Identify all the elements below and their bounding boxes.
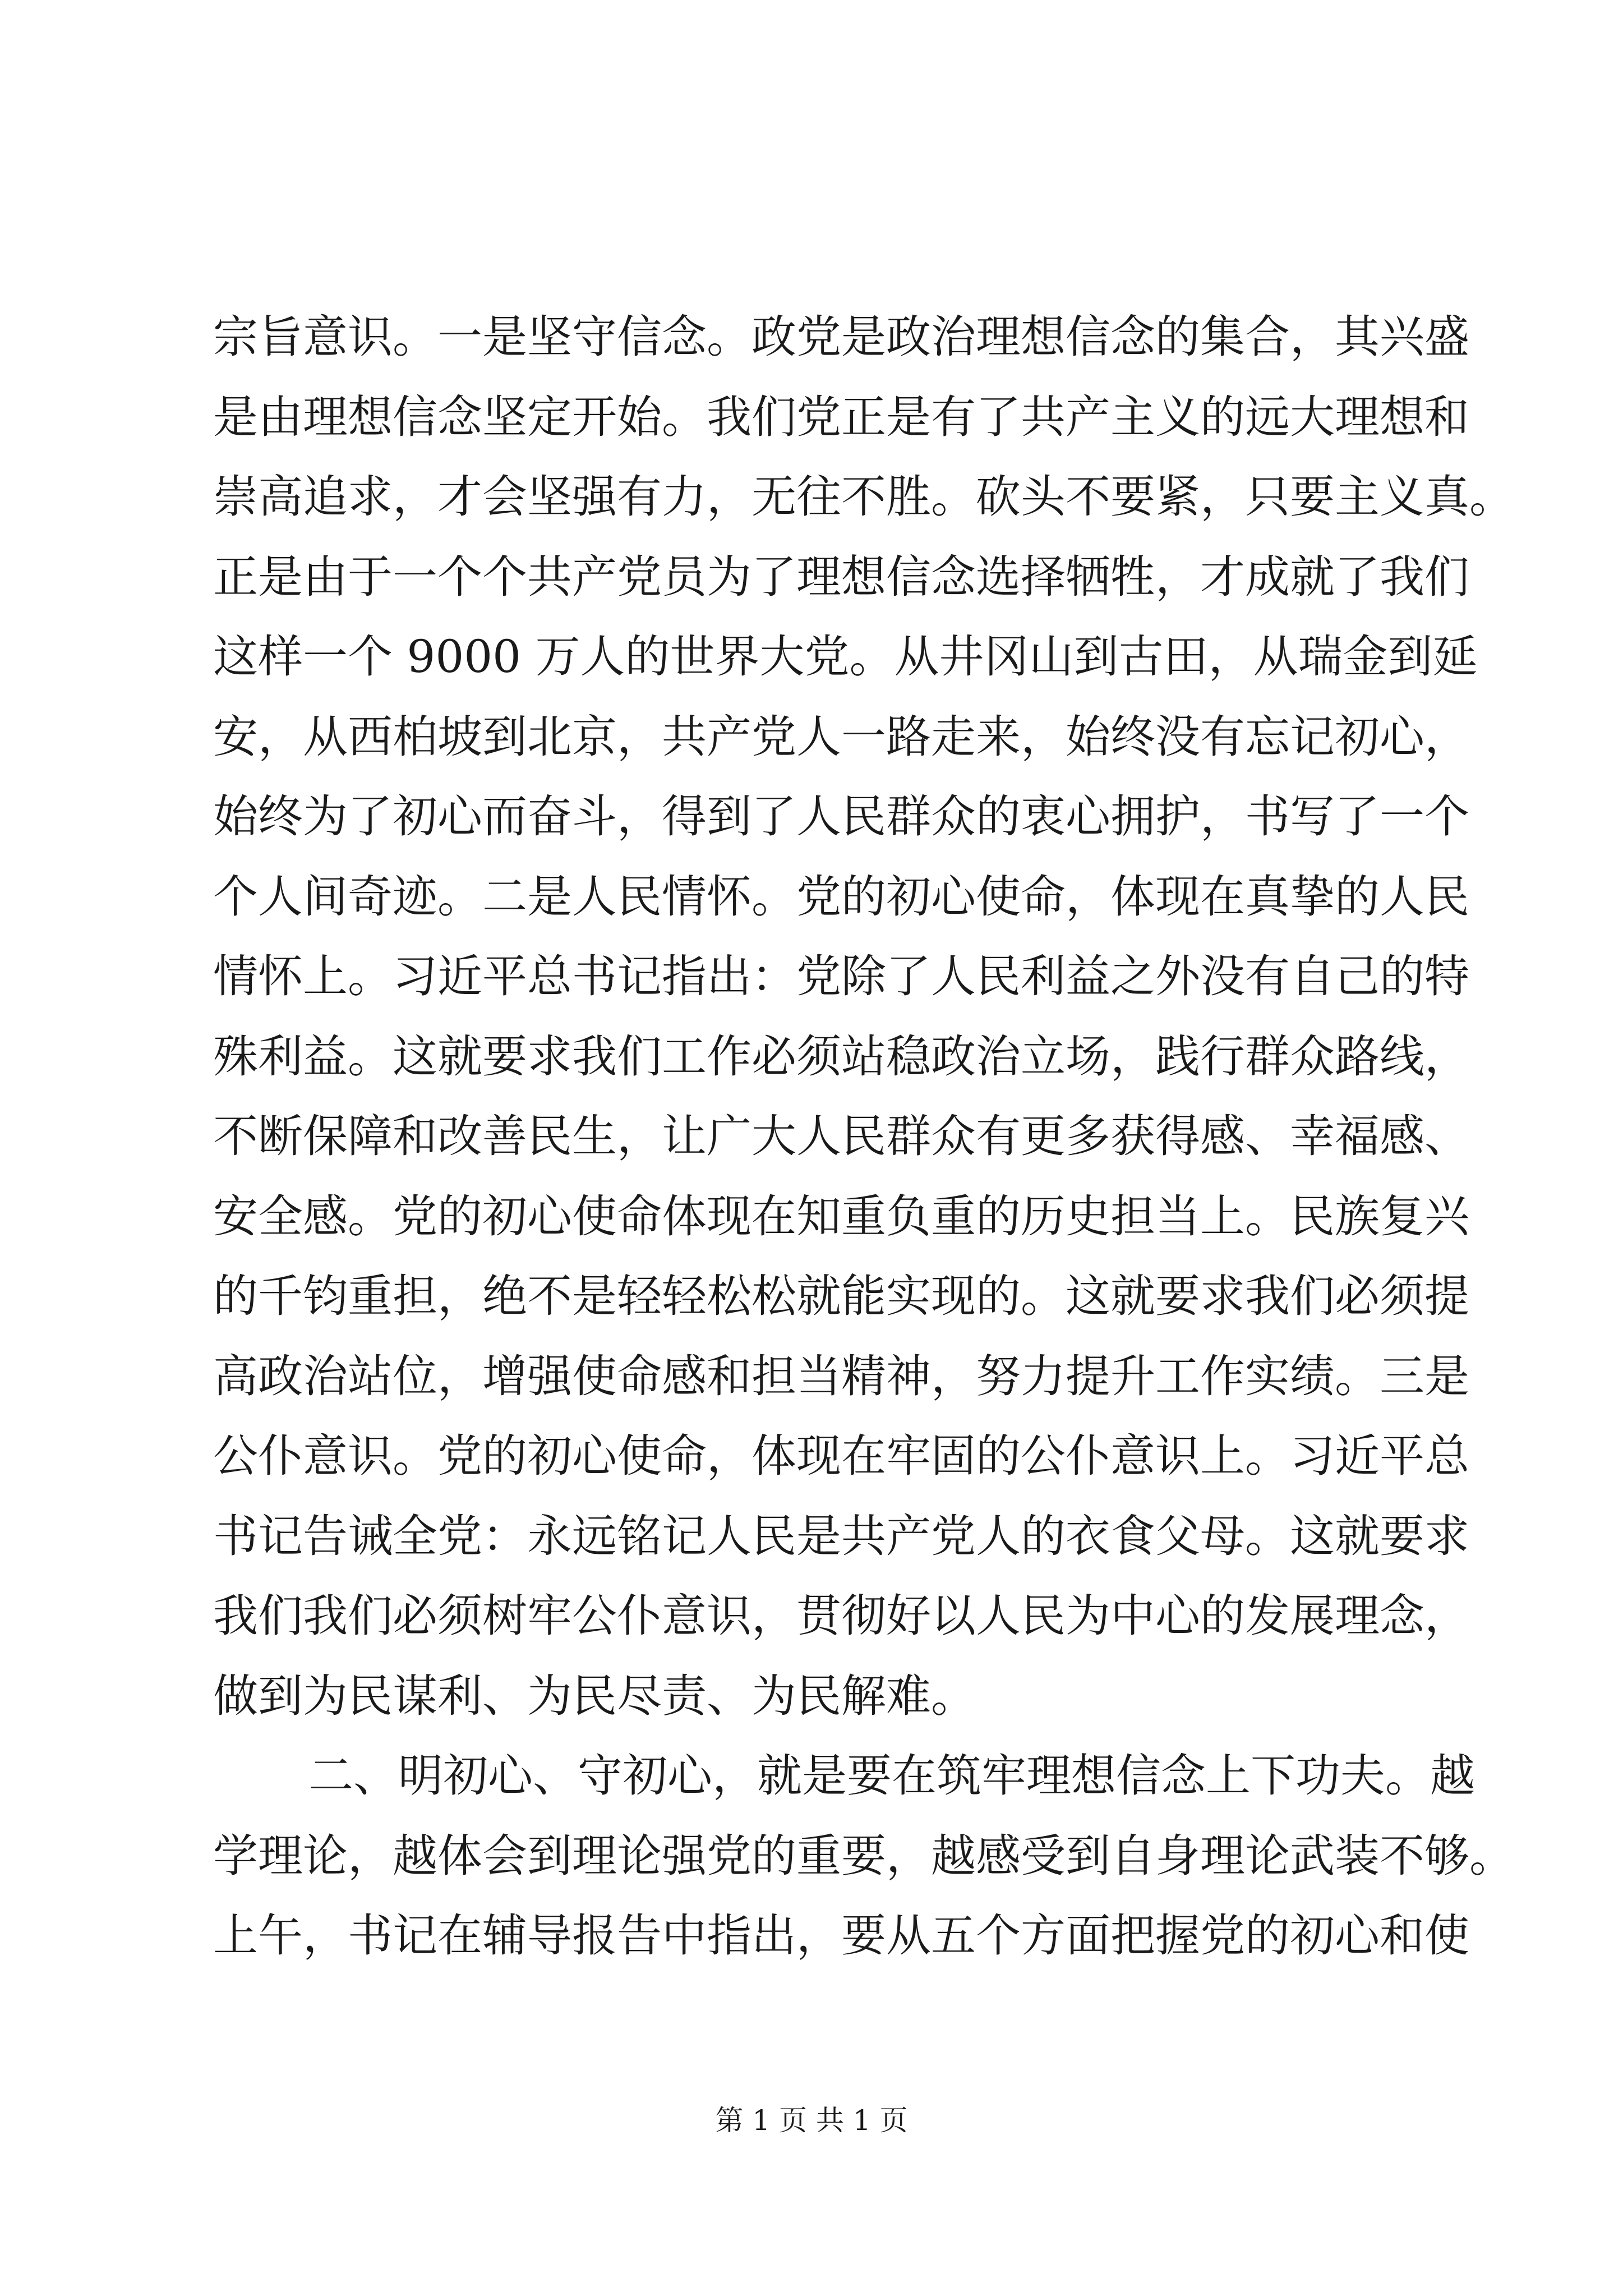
text-line-17: 我们我们必须树牢公仆意识，贯彻好以人民为中心的发展理念， [213,1590,1469,1642]
text-line-10: 殊利益。这就要求我们工作必须站稳政治立场，践行群众路线， [213,1030,1469,1083]
text-line-7: 始终为了初心而奋斗，得到了人民群众的衷心拥护，书写了一个 [213,790,1469,843]
body-text [213,297,1514,1976]
text-line-1: 宗旨意识。一是坚守信念。政党是政治理想信念的集合，其兴盛 [213,311,1469,363]
text-line-12: 安全感。党的初心使命体现在知重负重的历史担当上。民族复兴 [213,1190,1469,1243]
text-line-20: 学理论，越体会到理论强党的重要，越感受到自身理论武装不够。 [213,1829,1514,1882]
text-line-5: 这样一个 9000 万人的世界大党。从井冈山到古田，从瑞金到延 [213,631,1478,683]
text-line-16: 书记告诫全党：永远铭记人民是共产党人的衣食父母。这就要求 [213,1510,1469,1562]
text-line-8: 个人间奇迹。二是人民情怀。党的初心使命，体现在真挚的人民 [213,870,1469,923]
text-line-9: 情怀上。习近平总书记指出：党除了人民利益之外没有自己的特 [213,950,1469,1002]
text-line-2: 是由理想信念坚定开始。我们党正是有了共产主义的远大理想和 [213,390,1469,443]
page-footer: 第 1 页 共 1 页 [715,2104,908,2137]
text-line-18: 做到为民谋利、为民尽责、为民解难。 [213,1669,976,1722]
text-line-13: 的千钧重担，绝不是轻轻松松就能实现的。这就要求我们必须提 [213,1270,1469,1322]
text-line-4: 正是由于一个个共产党员为了理想信念选择牺牲，才成就了我们 [213,550,1469,603]
text-line-14: 高政治站位，增强使命感和担当精神，努力提升工作实绩。三是 [213,1350,1469,1402]
text-line-21: 上午，书记在辅导报告中指出，要从五个方面把握党的初心和使 [213,1910,1469,1962]
text-line-6: 安，从西柏坡到北京，共产党人一路走来，始终没有忘记初心， [213,710,1469,763]
text-line-3: 崇高追求，才会坚强有力，无往不胜。砍头不要紧，只要主义真。 [213,471,1514,523]
text-line-15: 公仆意识。党的初心使命，体现在牢固的公仆意识上。习近平总 [213,1430,1469,1482]
text-line-11: 不断保障和改善民生，让广大人民群众有更多获得感、幸福感、 [213,1110,1469,1162]
paragraph-start-line: 二、明初心、守初心，就是要在筑牢理想信念上下功夫。越 [308,1750,1475,1802]
